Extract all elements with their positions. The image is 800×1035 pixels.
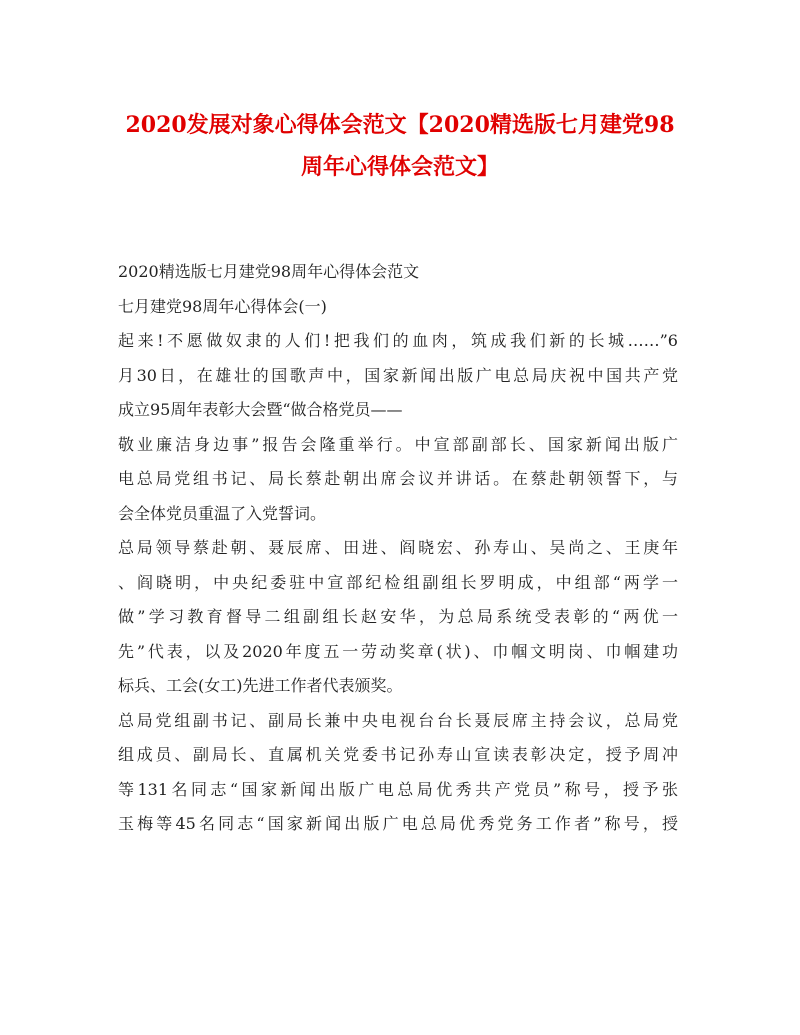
body-line: 七月建党98周年心得体会(一) — [118, 296, 327, 316]
document-title-line-2: 周年心得体会范文】 — [300, 154, 499, 180]
document-title — [100, 104, 700, 188]
body-line: 组成员、副局长、直属机关党委书记孙寿山宣读表彰决定，授予周冲 — [118, 745, 678, 764]
body-line: 2020精选版七月建党98周年心得体会范文 — [118, 262, 420, 281]
document-title-line-1: 2020发展对象心得体会范文【2020精选版七月建党98 — [125, 112, 675, 138]
body-line: 月30日，在雄壮的国歌声中，国家新闻出版广电总局庆祝中国共产党 — [118, 365, 678, 385]
body-line: 玉梅等45名同志“国家新闻出版广电总局优秀党务工作者”称号，授 — [118, 814, 678, 833]
document-body — [118, 255, 678, 842]
body-line: 成立95周年表彰大会暨“做合格党员—— — [118, 400, 403, 419]
body-line: 做”学习教育督导二组副组长赵安华，为总局系统受表彰的“两优一 — [118, 607, 678, 626]
body-line: 标兵、工会(女工)先进工作者代表颁奖。 — [118, 676, 403, 695]
body-line: 电总局党组书记、局长蔡赴朝出席会议并讲话。在蔡赴朝领誓下，与 — [118, 469, 678, 488]
body-line: 、阎晓明，中央纪委驻中宣部纪检组副组长罗明成，中组部“两学一 — [118, 572, 678, 592]
body-line: 敬业廉洁身边事”报告会隆重举行。中宣部副部长、国家新闻出版广 — [118, 434, 678, 454]
body-line: 总局领导蔡赴朝、聂辰席、田进、阎晓宏、孙寿山、吴尚之、王庚年 — [118, 538, 678, 557]
body-line: 会全体党员重温了入党誓词。 — [118, 503, 327, 523]
body-line: 总局党组副书记、副局长兼中央电视台台长聂辰席主持会议，总局党 — [118, 710, 678, 730]
body-line: 起来!不愿做奴隶的人们!把我们的血肉，筑成我们新的长城……”6 — [118, 331, 678, 350]
body-line: 先”代表，以及2020年度五一劳动奖章(状)、巾帼文明岗、巾帼建功 — [118, 641, 678, 661]
body-line: 等131名同志“国家新闻出版广电总局优秀共产党员”称号，授予张 — [118, 779, 678, 799]
